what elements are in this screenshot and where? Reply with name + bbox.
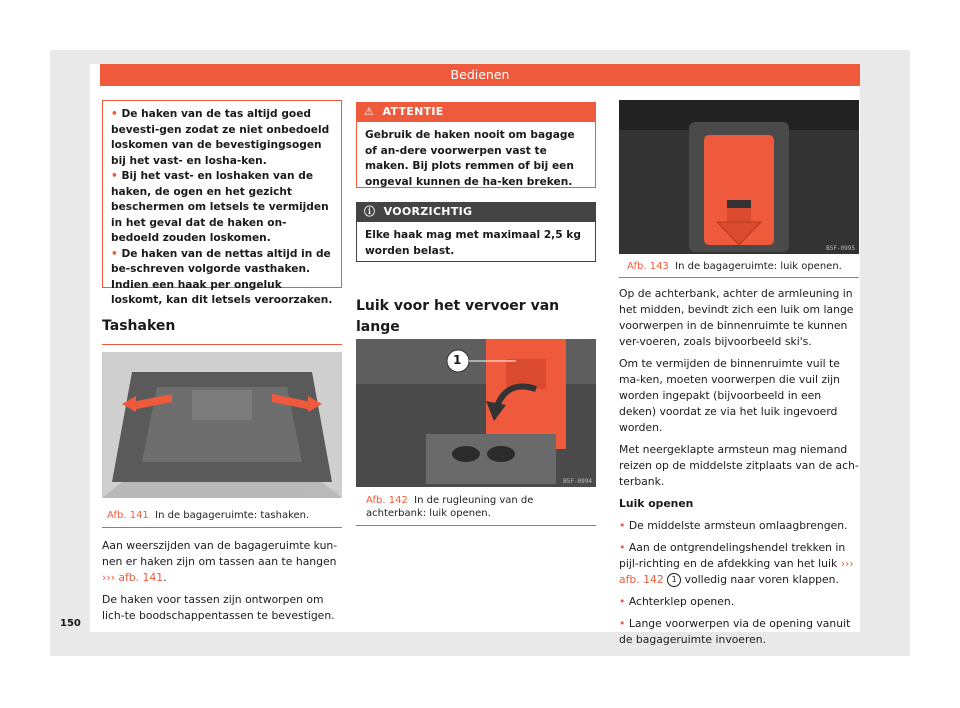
warning-triangle-icon: ⚠ <box>364 105 375 118</box>
paragraph: Met neergeklapte armsteun mag niemand reizen op de middelste zitplaats van de ach-terbank. <box>619 443 859 488</box>
warning-item: • De haken van de nettas altijd in de be-schreven volgorde vasthaken. Indien een haak per ongeluk loskomt, kan dit letsels veroorzaken. <box>111 247 333 306</box>
figure-143-image <box>619 100 859 254</box>
figure-code: B5F-0995 <box>826 245 855 252</box>
chapter-header: Bedienen <box>100 64 860 86</box>
step-item: • De middelste armsteun omlaagbrengen. <box>619 519 848 532</box>
section-title-luik: Luik voor het vervoer van lange <box>356 298 560 335</box>
step-item: • Achterklep openen. <box>619 595 735 608</box>
callout-number: 1 <box>667 573 681 587</box>
step-item: • Lange voorwerpen via de opening vanuit de bagageruimte invoeren. <box>619 617 851 646</box>
figure-142-image <box>356 339 596 487</box>
paragraph: Om te vermijden de binnenruimte vuil te ma-ken, moeten voorwerpen die vuil zijn worden ingepakt (bijvoorbeeld in een deken) voordat ze via het luik ingevoerd worden. <box>619 357 840 434</box>
warning-continued-box <box>102 100 342 306</box>
subtitle-luik-openen: Luik openen <box>619 497 694 510</box>
voorzichtig-header: ⓘ VOORZICHTIG <box>356 202 596 222</box>
step-item: • Aan de ontgrendelingshendel trekken in pijl-richting en de afdekking van het luik ››› afb. 142 1 volledig naar voren klappen. <box>619 541 854 586</box>
warning-item: • Bij het vast- en loshaken van de haken, de ogen en het gezicht beschermen om letsels te vermijden in het geval dat de haken on-bedoeld zouden loskomen. <box>111 170 329 244</box>
warning-item: • De haken van de tas altijd goed bevesti-gen zodat ze niet onbedoeld loskomen van de bevestigingsogen bij het vast- en losha-ken. <box>111 108 330 167</box>
link-afb-142[interactable]: afb. 142 <box>619 573 664 586</box>
column-2 <box>356 102 596 366</box>
figure-142-caption: Afb. 142 In de rugleuning van de achterbank: luik openen. <box>366 495 534 519</box>
luik-body <box>619 286 861 654</box>
paragraph: Op de achterbank, achter de armleuning in het midden, bevindt zich een luik om lange voorwerpen in de binnenruimte te kunnen ver-voeren, zoals bijvoorbeeld ski's. <box>619 287 854 348</box>
column-1 <box>102 100 342 345</box>
luggage-compartment-illustration <box>102 352 342 498</box>
figure-141-image <box>102 352 342 498</box>
attentie-header: ⚠ ATTENTIE <box>356 102 596 122</box>
rear-seat-illustration <box>356 339 596 487</box>
figure-code: B5F-0994 <box>563 478 592 485</box>
paragraph: De haken voor tassen zijn ontworpen om lich-te boodschappentassen te bevestigen. <box>102 593 335 622</box>
section-title-tashaken: Tashaken <box>102 318 176 334</box>
page-number: 150 <box>60 618 81 629</box>
trunk-hatch-illustration <box>619 100 859 254</box>
info-circle-icon: ⓘ <box>364 205 376 218</box>
link-afb-141[interactable]: afb. 141 <box>118 571 164 584</box>
voorzichtig-box: Elke haak mag met maximaal 2,5 kg worden belast. <box>356 222 596 262</box>
callout-1: 1 <box>453 353 462 367</box>
tashaken-body <box>102 538 342 630</box>
figure-143-caption: Afb. 143 In de bagageruimte: luik openen. <box>627 261 842 272</box>
figure-code: B5F-0319 <box>309 489 338 496</box>
paragraph: Aan weerszijden van de bagageruimte kun-nen er haken zijn om tassen aan te hangen ››› afb. 141. <box>102 539 338 584</box>
figure-141-caption: Afb. 141 In de bagageruimte: tashaken. <box>107 510 310 521</box>
attentie-box: Gebruik de haken nooit om bagage of an-dere voorwerpen vast te maken. Bij plots remmen of bij een ongeval kunnen de ha-ken breken. <box>356 122 596 188</box>
